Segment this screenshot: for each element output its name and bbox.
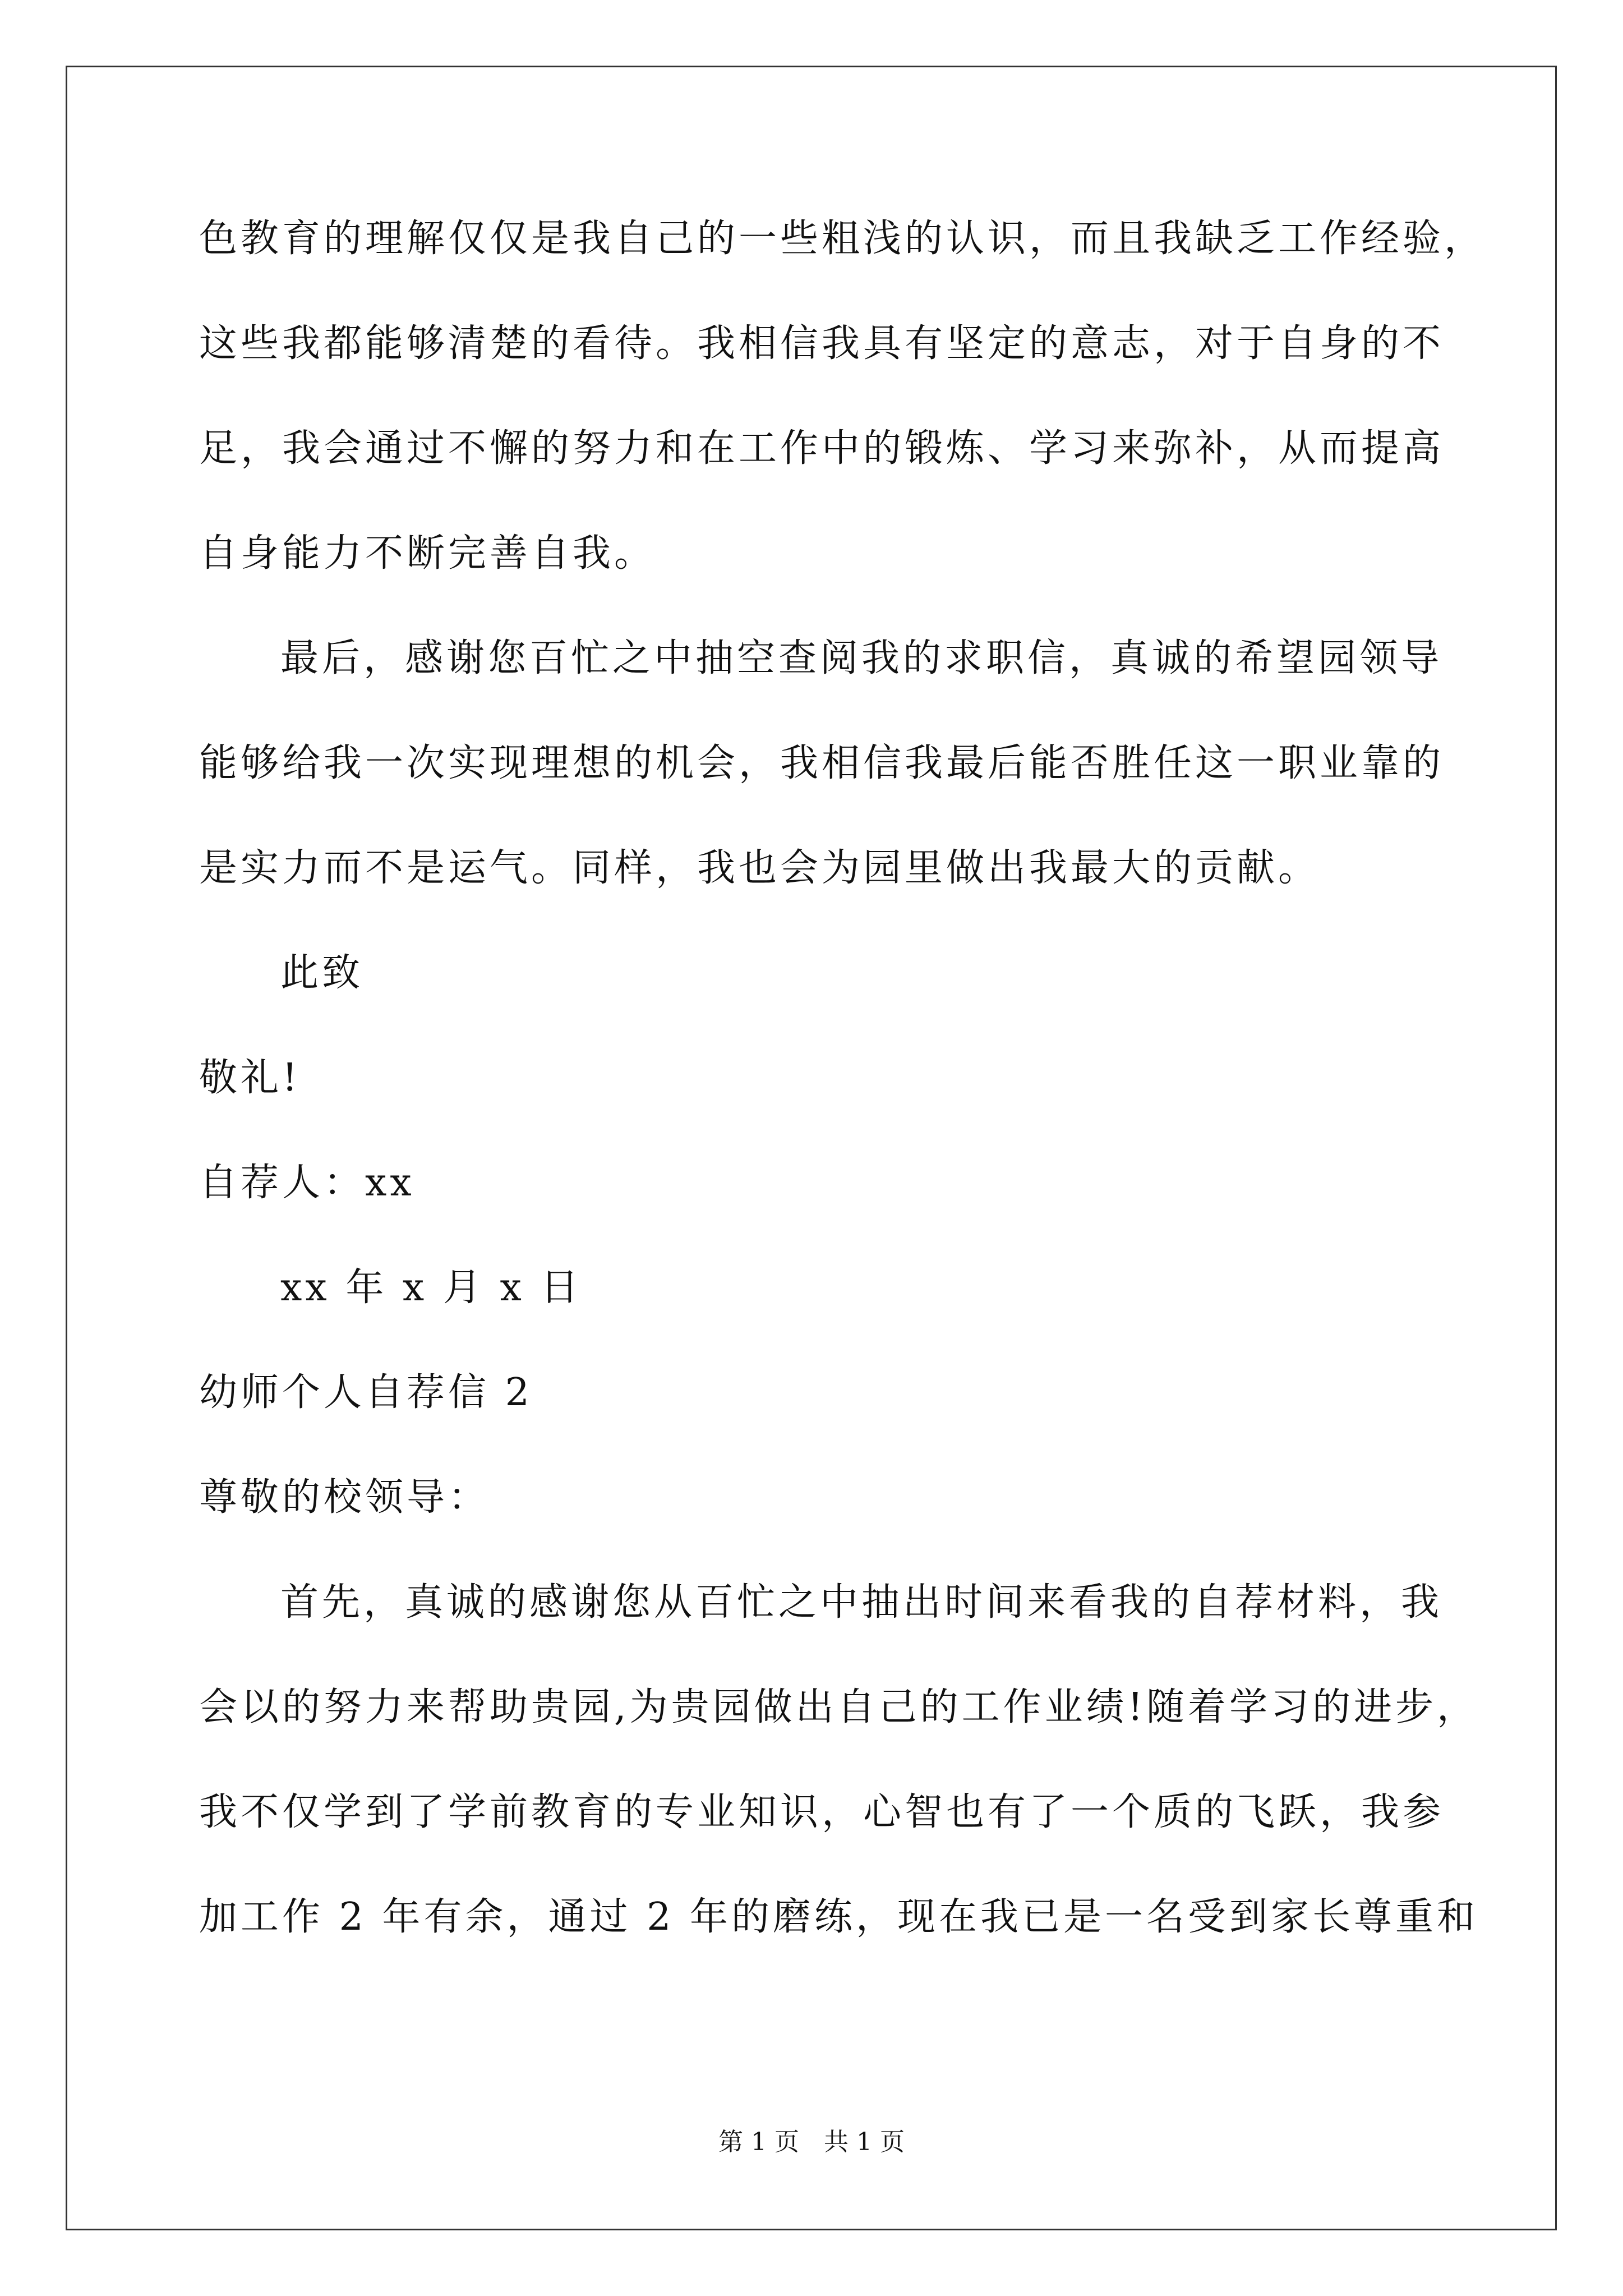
section-title: 幼师个人自荐信 2 [199,1370,533,1415]
text-line: 加工作 2 年有余，通过 2 年的磨练，现在我已是一名受到家长尊重和 [199,1895,1478,1939]
text-line: 是实力而不是运气。同样，我也会为园里做出我最大的贡献。 [199,846,1320,890]
text-line: 能够给我一次实现理想的机会，我相信我最后能否胜任这一职业靠的 [199,741,1445,785]
text-line: 我不仅学到了学前教育的专业知识，心智也有了一个质的飞跃，我参 [199,1790,1445,1834]
paragraph-start-line: 最后，感谢您百忙之中抽空查阅我的求职信，真诚的希望园领导 [280,636,1443,680]
text-line: 足，我会通过不懈的努力和在工作中的锻炼、学习来弥补，从而提高 [199,426,1445,471]
signature-line: 自荐人：xx [199,1161,415,1205]
text-line: 这些我都能够清楚的看待。我相信我具有坚定的意志，对于自身的不 [199,321,1445,366]
closing-salutation: 此致 [280,951,364,995]
date-line: xx 年 x 月 x 日 [280,1266,582,1310]
text-line: 会以的努力来帮助贵园,为贵园做出自己的工作业绩!随着学习的进步， [199,1685,1478,1729]
text-line: 色教育的理解仅仅是我自己的一些粗浅的认识，而且我缺乏工作经验， [199,217,1486,261]
text-line: 自身能力不断完善自我。 [199,531,656,576]
greeting-line: 尊敬的校领导： [199,1475,490,1520]
closing-regards: 敬礼! [199,1056,301,1100]
page-footer: 第 1 页 共 1 页 [718,2128,905,2156]
paragraph-start-line: 首先，真诚的感谢您从百忙之中抽出时间来看我的自荐材料，我 [280,1580,1443,1625]
